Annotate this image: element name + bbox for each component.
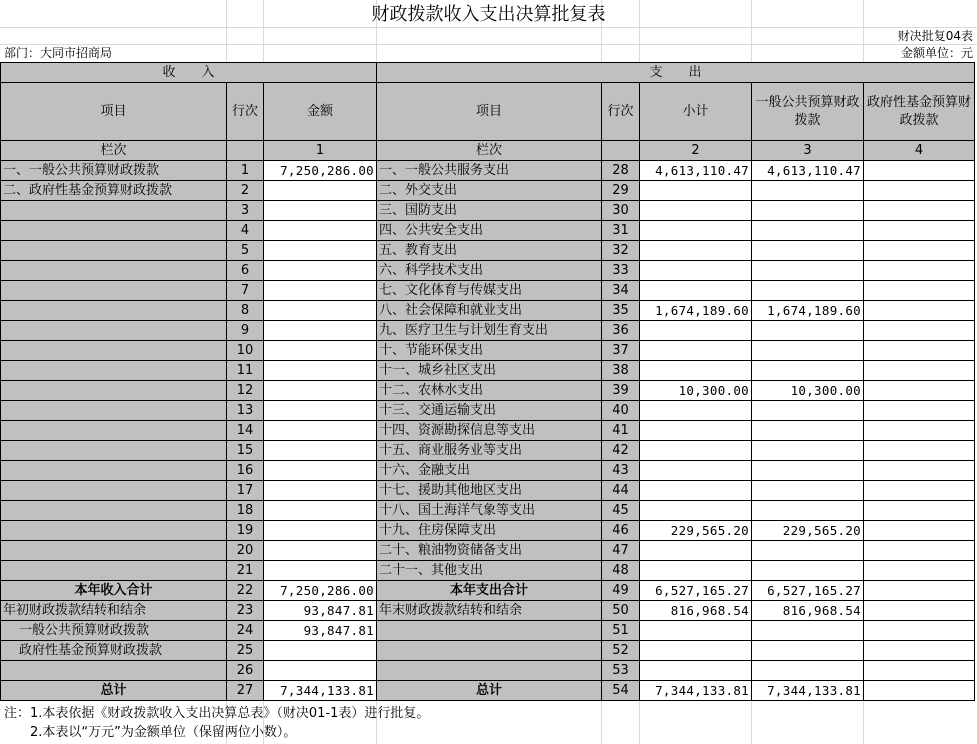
income-item-cell <box>1 281 227 301</box>
expense-subtotal-cell <box>640 321 752 341</box>
section-header-row <box>1 63 975 83</box>
expense-subtotal-cell <box>640 361 752 381</box>
expense-subtotal-cell <box>640 201 752 221</box>
expense-subtotal-cell <box>640 661 752 681</box>
income-amount-cell <box>264 521 377 541</box>
table-row <box>1 421 975 441</box>
income-item-cell: 年初财政拨款结转和结余 <box>1 601 227 621</box>
expense-gov-fund-cell <box>864 201 975 221</box>
table-row <box>1 681 975 701</box>
expense-general-budget-cell <box>752 221 864 241</box>
income-item-cell <box>1 201 227 221</box>
expense-row-number: 47 <box>602 541 640 561</box>
table-row <box>1 321 975 341</box>
expense-gov-fund-cell <box>864 221 975 241</box>
table-row <box>1 641 975 661</box>
expense-gov-fund-cell <box>864 581 975 601</box>
expense-general-budget-cell: 6,527,165.27 <box>752 581 864 601</box>
expense-general-budget-cell <box>752 441 864 461</box>
expense-subtotal-cell: 229,565.20 <box>640 521 752 541</box>
report-title: 财政拨款收入支出决算批复表 <box>371 4 606 25</box>
income-amount-cell: 7,250,286.00 <box>264 161 377 181</box>
expense-subtotal-cell <box>640 481 752 501</box>
income-amount-cell <box>264 441 377 461</box>
table-row <box>1 341 975 361</box>
col-header-amount: 金额 <box>264 83 377 141</box>
income-amount-cell <box>264 361 377 381</box>
income-row-number: 7 <box>227 281 264 301</box>
income-row-number: 12 <box>227 381 264 401</box>
table-row <box>1 461 975 481</box>
expense-general-budget-cell <box>752 501 864 521</box>
expense-row-number: 28 <box>602 161 640 181</box>
expense-general-budget-cell: 4,613,110.47 <box>752 161 864 181</box>
income-amount-cell <box>264 561 377 581</box>
expense-row-number: 46 <box>602 521 640 541</box>
expense-row-number: 44 <box>602 481 640 501</box>
income-row-number: 9 <box>227 321 264 341</box>
expense-gov-fund-cell <box>864 681 975 701</box>
expense-general-budget-cell <box>752 241 864 261</box>
expense-subtotal-cell: 6,527,165.27 <box>640 581 752 601</box>
table-row <box>1 541 975 561</box>
income-row-number: 19 <box>227 521 264 541</box>
income-amount-cell <box>264 341 377 361</box>
expense-item-cell: 总计 <box>377 681 602 701</box>
income-item-cell <box>1 501 227 521</box>
income-item-cell <box>1 461 227 481</box>
income-amount-cell <box>264 321 377 341</box>
expense-item-cell: 十四、资源勘探信息等支出 <box>377 421 602 441</box>
expense-item-cell: 十七、援助其他地区支出 <box>377 481 602 501</box>
report-code: 财决批复04表 <box>897 29 973 43</box>
expense-item-cell: 二十一、其他支出 <box>377 561 602 581</box>
income-amount-cell <box>264 421 377 441</box>
income-row-number: 15 <box>227 441 264 461</box>
income-row-number: 17 <box>227 481 264 501</box>
income-row-number: 13 <box>227 401 264 421</box>
income-amount-cell: 7,344,133.81 <box>264 681 377 701</box>
expense-row-number: 31 <box>602 221 640 241</box>
income-row-number: 24 <box>227 621 264 641</box>
income-row-number: 20 <box>227 541 264 561</box>
income-item-cell <box>1 541 227 561</box>
expense-gov-fund-cell <box>864 181 975 201</box>
table-row <box>1 161 975 181</box>
expense-gov-fund-cell <box>864 461 975 481</box>
income-item-cell <box>1 241 227 261</box>
income-amount-cell <box>264 241 377 261</box>
expense-subtotal-cell: 10,300.00 <box>640 381 752 401</box>
expense-general-budget-cell <box>752 621 864 641</box>
expense-gov-fund-cell <box>864 161 975 181</box>
col-header-expense-row: 行次 <box>602 83 640 141</box>
income-amount-cell <box>264 541 377 561</box>
table-row <box>1 241 975 261</box>
expense-subtotal-cell <box>640 241 752 261</box>
expense-subtotal-cell <box>640 641 752 661</box>
expense-gov-fund-cell <box>864 661 975 681</box>
expense-subtotal-cell: 7,344,133.81 <box>640 681 752 701</box>
expense-general-budget-cell <box>752 321 864 341</box>
expense-item-cell: 本年支出合计 <box>377 581 602 601</box>
expense-item-cell: 十三、交通运输支出 <box>377 401 602 421</box>
expense-gov-fund-cell <box>864 621 975 641</box>
gridline <box>0 44 977 45</box>
expense-item-cell <box>377 641 602 661</box>
expense-general-budget-cell <box>752 341 864 361</box>
expense-general-budget-cell <box>752 361 864 381</box>
expense-gov-fund-cell <box>864 521 975 541</box>
expense-subtotal-cell <box>640 341 752 361</box>
expense-item-cell: 一、一般公共服务支出 <box>377 161 602 181</box>
expense-row-number: 37 <box>602 341 640 361</box>
income-item-cell <box>1 481 227 501</box>
expense-item-cell <box>377 661 602 681</box>
expense-row-number: 33 <box>602 261 640 281</box>
expense-general-budget-cell <box>752 541 864 561</box>
expense-row-number: 48 <box>602 561 640 581</box>
expense-row-number: 50 <box>602 601 640 621</box>
expense-subtotal-cell <box>640 561 752 581</box>
expense-gov-fund-cell <box>864 381 975 401</box>
expense-item-cell: 十一、城乡社区支出 <box>377 361 602 381</box>
income-item-cell <box>1 221 227 241</box>
income-row-number: 22 <box>227 581 264 601</box>
table-row <box>1 441 975 461</box>
income-amount-cell <box>264 201 377 221</box>
table-row <box>1 521 975 541</box>
expense-general-budget-cell <box>752 261 864 281</box>
income-item-cell: 政府性基金预算财政拨款 <box>1 641 227 661</box>
income-amount-cell <box>264 501 377 521</box>
income-row-number: 16 <box>227 461 264 481</box>
expense-item-cell: 四、公共安全支出 <box>377 221 602 241</box>
income-row-number: 8 <box>227 301 264 321</box>
column-header-row <box>1 83 975 141</box>
expense-subtotal-cell <box>640 501 752 521</box>
expense-section-header: 支 出 <box>377 63 975 83</box>
col-header-subtotal: 小计 <box>640 83 752 141</box>
table-row <box>1 661 975 681</box>
column-number: 4 <box>864 141 975 161</box>
income-item-cell <box>1 301 227 321</box>
expense-gov-fund-cell <box>864 601 975 621</box>
expense-row-number: 35 <box>602 301 640 321</box>
table-row <box>1 501 975 521</box>
income-item-cell <box>1 661 227 681</box>
income-item-cell <box>1 361 227 381</box>
department-label: 部门：大同市招商局 <box>4 46 113 60</box>
income-row-number: 18 <box>227 501 264 521</box>
table-row <box>1 561 975 581</box>
income-row-number: 5 <box>227 241 264 261</box>
expense-subtotal-cell <box>640 281 752 301</box>
table-row <box>1 181 975 201</box>
expense-gov-fund-cell <box>864 341 975 361</box>
income-amount-cell <box>264 221 377 241</box>
expense-subtotal-cell <box>640 461 752 481</box>
expense-general-budget-cell: 816,968.54 <box>752 601 864 621</box>
expense-subtotal-cell: 4,613,110.47 <box>640 161 752 181</box>
column-label-expense: 栏次 <box>377 141 602 161</box>
col-header-income-item: 项目 <box>1 83 227 141</box>
expense-row-number: 52 <box>602 641 640 661</box>
expense-gov-fund-cell <box>864 641 975 661</box>
col-header-income-row: 行次 <box>227 83 264 141</box>
expense-item-cell: 十八、国土海洋气象等支出 <box>377 501 602 521</box>
expense-row-number: 36 <box>602 321 640 341</box>
table-row <box>1 581 975 601</box>
expense-row-number: 40 <box>602 401 640 421</box>
expense-gov-fund-cell <box>864 301 975 321</box>
expense-subtotal-cell <box>640 421 752 441</box>
expense-row-number: 49 <box>602 581 640 601</box>
table-row <box>1 281 975 301</box>
income-item-cell <box>1 521 227 541</box>
table-row <box>1 621 975 641</box>
expense-general-budget-cell <box>752 401 864 421</box>
expense-general-budget-cell: 229,565.20 <box>752 521 864 541</box>
expense-general-budget-cell <box>752 201 864 221</box>
expense-subtotal-cell <box>640 181 752 201</box>
expense-subtotal-cell <box>640 401 752 421</box>
income-item-cell: 一般公共预算财政拨款 <box>1 621 227 641</box>
expense-item-cell <box>377 621 602 641</box>
income-item-cell <box>1 441 227 461</box>
expense-subtotal-cell <box>640 221 752 241</box>
table-row <box>1 221 975 241</box>
expense-row-number: 53 <box>602 661 640 681</box>
income-amount-cell: 93,847.81 <box>264 601 377 621</box>
expense-gov-fund-cell <box>864 501 975 521</box>
income-amount-cell <box>264 461 377 481</box>
expense-general-budget-cell <box>752 461 864 481</box>
income-amount-cell <box>264 401 377 421</box>
expense-subtotal-cell: 1,674,189.60 <box>640 301 752 321</box>
expense-subtotal-cell <box>640 621 752 641</box>
income-row-number: 23 <box>227 601 264 621</box>
expense-general-budget-cell <box>752 421 864 441</box>
expense-gov-fund-cell <box>864 241 975 261</box>
col-header-expense-item: 项目 <box>377 83 602 141</box>
expense-general-budget-cell: 1,674,189.60 <box>752 301 864 321</box>
expense-item-cell: 八、社会保障和就业支出 <box>377 301 602 321</box>
expense-row-number: 30 <box>602 201 640 221</box>
expense-item-cell: 十九、住房保障支出 <box>377 521 602 541</box>
expense-general-budget-cell <box>752 481 864 501</box>
col-header-gov-fund: 政府性基金预算财政拨款 <box>864 83 975 141</box>
income-amount-cell <box>264 481 377 501</box>
expense-row-number: 32 <box>602 241 640 261</box>
note-line: 2.本表以“万元”为金额单位（保留两位小数）。 <box>30 725 297 740</box>
expense-item-cell: 二十、粮油物资储备支出 <box>377 541 602 561</box>
expense-row-number: 51 <box>602 621 640 641</box>
expense-row-number: 42 <box>602 441 640 461</box>
table-row <box>1 361 975 381</box>
expense-subtotal-cell <box>640 541 752 561</box>
income-item-cell <box>1 421 227 441</box>
income-row-number: 25 <box>227 641 264 661</box>
expense-row-number: 43 <box>602 461 640 481</box>
expense-row-number: 38 <box>602 361 640 381</box>
expense-general-budget-cell <box>752 661 864 681</box>
income-amount-cell: 7,250,286.00 <box>264 581 377 601</box>
income-item-cell <box>1 401 227 421</box>
note-line: 注：1.本表依据《财政拨款收入支出决算总表》（财决01-1表）进行批复。 <box>4 706 430 721</box>
approval-table <box>0 62 975 701</box>
column-number: 2 <box>640 141 752 161</box>
column-label-income: 栏次 <box>1 141 227 161</box>
income-amount-cell: 93,847.81 <box>264 621 377 641</box>
expense-gov-fund-cell <box>864 261 975 281</box>
income-amount-cell <box>264 301 377 321</box>
table-row <box>1 301 975 321</box>
expense-general-budget-cell: 7,344,133.81 <box>752 681 864 701</box>
expense-gov-fund-cell <box>864 401 975 421</box>
expense-item-cell: 十六、金融支出 <box>377 461 602 481</box>
income-amount-cell <box>264 661 377 681</box>
income-item-cell: 二、政府性基金预算财政拨款 <box>1 181 227 201</box>
expense-general-budget-cell <box>752 281 864 301</box>
expense-item-cell: 九、医疗卫生与计划生育支出 <box>377 321 602 341</box>
table-row <box>1 201 975 221</box>
column-number: 3 <box>752 141 864 161</box>
expense-item-cell: 七、文化体育与传媒支出 <box>377 281 602 301</box>
income-row-number: 2 <box>227 181 264 201</box>
income-row-number: 21 <box>227 561 264 581</box>
table-row <box>1 601 975 621</box>
income-item-cell <box>1 561 227 581</box>
income-item-cell <box>1 261 227 281</box>
table-row <box>1 481 975 501</box>
col-header-general-budget: 一般公共预算财政拨款 <box>752 83 864 141</box>
expense-subtotal-cell: 816,968.54 <box>640 601 752 621</box>
expense-row-number: 34 <box>602 281 640 301</box>
income-amount-cell <box>264 281 377 301</box>
expense-item-cell: 十二、农林水支出 <box>377 381 602 401</box>
income-row-number: 26 <box>227 661 264 681</box>
expense-row-number: 54 <box>602 681 640 701</box>
notes <box>4 704 429 742</box>
column-number-blank <box>602 141 640 161</box>
expense-gov-fund-cell <box>864 321 975 341</box>
expense-row-number: 45 <box>602 501 640 521</box>
income-row-number: 4 <box>227 221 264 241</box>
column-number-row <box>1 141 975 161</box>
expense-gov-fund-cell <box>864 481 975 501</box>
expense-item-cell: 六、科学技术支出 <box>377 261 602 281</box>
income-amount-cell <box>264 641 377 661</box>
income-item-cell: 一、一般公共预算财政拨款 <box>1 161 227 181</box>
column-number: 1 <box>264 141 377 161</box>
income-item-cell <box>1 381 227 401</box>
expense-row-number: 39 <box>602 381 640 401</box>
expense-general-budget-cell <box>752 181 864 201</box>
expense-gov-fund-cell <box>864 441 975 461</box>
income-row-number: 6 <box>227 261 264 281</box>
expense-subtotal-cell <box>640 441 752 461</box>
expense-general-budget-cell: 10,300.00 <box>752 381 864 401</box>
column-number-blank <box>227 141 264 161</box>
expense-row-number: 41 <box>602 421 640 441</box>
income-amount-cell <box>264 261 377 281</box>
table-row <box>1 401 975 421</box>
income-row-number: 11 <box>227 361 264 381</box>
income-item-cell <box>1 341 227 361</box>
income-section-header: 收 入 <box>1 63 377 83</box>
income-row-number: 27 <box>227 681 264 701</box>
expense-gov-fund-cell <box>864 561 975 581</box>
expense-item-cell: 十、节能环保支出 <box>377 341 602 361</box>
expense-general-budget-cell <box>752 561 864 581</box>
income-item-cell: 本年收入合计 <box>1 581 227 601</box>
income-row-number: 3 <box>227 201 264 221</box>
income-row-number: 1 <box>227 161 264 181</box>
income-row-number: 14 <box>227 421 264 441</box>
income-item-cell <box>1 321 227 341</box>
income-amount-cell <box>264 181 377 201</box>
expense-gov-fund-cell <box>864 361 975 381</box>
expense-item-cell: 二、外交支出 <box>377 181 602 201</box>
expense-gov-fund-cell <box>864 541 975 561</box>
expense-row-number: 29 <box>602 181 640 201</box>
expense-gov-fund-cell <box>864 421 975 441</box>
expense-gov-fund-cell <box>864 281 975 301</box>
income-row-number: 10 <box>227 341 264 361</box>
expense-item-cell: 五、教育支出 <box>377 241 602 261</box>
expense-item-cell: 十五、商业服务业等支出 <box>377 441 602 461</box>
expense-general-budget-cell <box>752 641 864 661</box>
income-item-cell: 总计 <box>1 681 227 701</box>
income-amount-cell <box>264 381 377 401</box>
expense-subtotal-cell <box>640 261 752 281</box>
table-row <box>1 261 975 281</box>
unit-label: 金额单位：元 <box>900 46 973 60</box>
table-row <box>1 381 975 401</box>
expense-item-cell: 三、国防支出 <box>377 201 602 221</box>
expense-item-cell: 年末财政拨款结转和结余 <box>377 601 602 621</box>
